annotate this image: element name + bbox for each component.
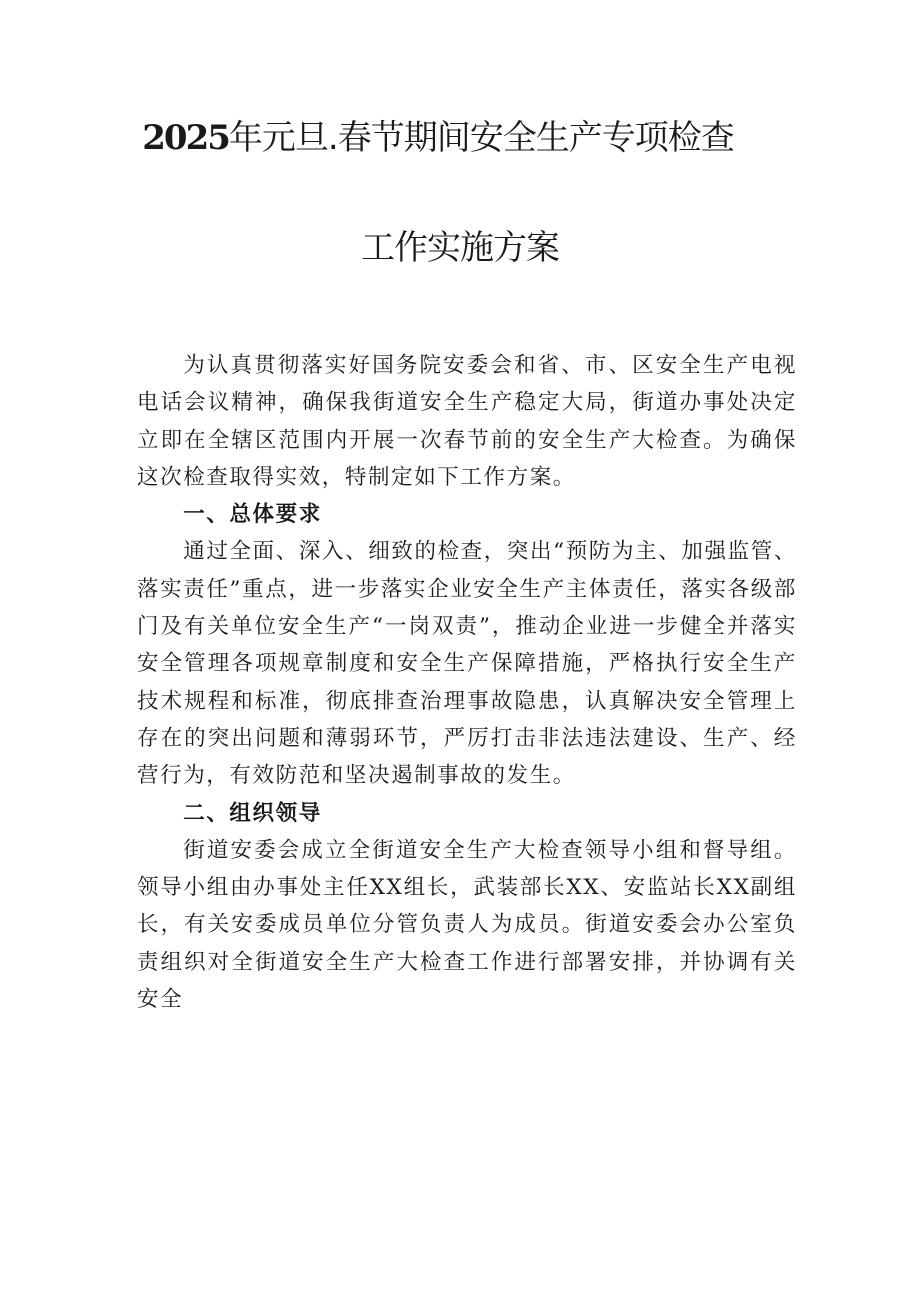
section-2-heading: 二、组织领导 bbox=[183, 800, 322, 826]
section-1-heading: 一、总体要求 bbox=[183, 502, 322, 528]
document-title-line-1 bbox=[0, 110, 898, 159]
intro-paragraph: 为认真贯彻落实好国务院安委会和省、市、区安全生产电视电话会议精神，确保我街道安全生产稳定大局，街道办事处决定立即在全辖区范围内开展一次春节前的安全生产大检查。为确保这次检查取得实效，特制定如下工作方案。 bbox=[137, 353, 797, 490]
title-line-1-text: 年元旦.春节期间安全生产专项检查 bbox=[228, 118, 734, 158]
section-2-paragraph: 街道安委会成立全街道安全生产大检查领导小组和督导组。领导小组由办事处主任XX组长，武装部长XX、安监站长XX副组长，有关安委成员单位分管负责人为成员。街道安委会办公室负责组织对全街道安全生产大检查工作进行部署安排，并协调有关安全 bbox=[137, 837, 797, 1013]
document-title-line-2: 工作实施方案 bbox=[361, 228, 559, 268]
title-year: 2025 bbox=[142, 118, 229, 158]
section-1-paragraph: 通过全面、深入、细致的检查，突出“预防为主、加强监管、落实责任”重点，进一步落实企业安全生产主体责任，落实各级部门及有关单位安全生产“一岗双责”，推动企业进一步健全并落实安全管理各项规章制度和安全生产保障措施，严格执行安全生产技术规程和标准，彻底排查治理事故隐患，认真解决安全管理上存在的突出问题和薄弱环节，严厉打击非法违法建设、生产、经营行为，有效防范和坚决遏制事故的发生。 bbox=[137, 539, 797, 789]
document-body bbox=[137, 347, 797, 1018]
